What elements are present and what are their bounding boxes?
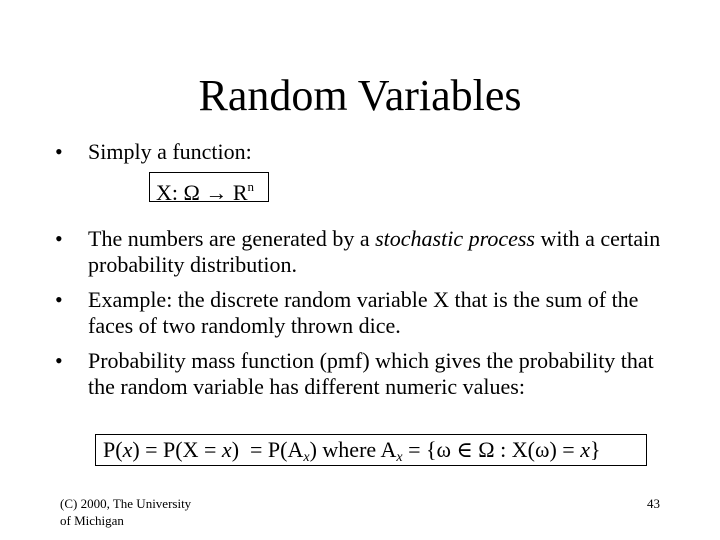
bullet-dot: • (55, 139, 63, 164)
bullet-text-part: The numbers are generated by a (88, 226, 376, 251)
function-superscript: n (247, 179, 255, 194)
bullet-pmf (55, 348, 675, 400)
function-definition-box (149, 172, 269, 205)
bullet-dot: • (55, 226, 63, 251)
slide-title: Random Variables (198, 71, 522, 120)
bullet-stochastic (55, 226, 675, 278)
bullet-function (55, 139, 675, 165)
pmf-var: x (580, 437, 590, 462)
bullet-text-part: with a certain probability distribution. (88, 226, 661, 277)
bullet-text: Probability mass function (pmf) which gives the probability that the random variable has different numeric values: (88, 348, 654, 399)
footer-copyright (60, 495, 260, 529)
pmf-var: x (122, 437, 133, 462)
footer-line: (C) 2000, The University (60, 496, 192, 511)
function-mapping: X: Ω → R (156, 180, 248, 205)
footer-line: of Michigan (60, 513, 124, 528)
bullet-example (55, 287, 675, 339)
pmf-var: x (221, 437, 232, 462)
bullet-text: Example: the discrete random variable X that is the sum of the faces of two randomly thrown dice. (88, 287, 639, 338)
bullet-text: Simply a function: (88, 139, 252, 164)
bullet-text-emphasis: stochastic process (375, 226, 535, 251)
pmf-part: } (589, 437, 601, 462)
bullet-dot: • (55, 287, 63, 312)
pmf-part: P( (103, 437, 123, 462)
pmf-var: x (396, 450, 403, 465)
pmf-var: x (303, 450, 310, 465)
pmf-part: ) = P(X = (132, 437, 222, 462)
pmf-part: ) where A (309, 437, 397, 462)
pmf-definition-box (95, 434, 647, 466)
bullet-text (88, 226, 675, 278)
bullet-dot: • (55, 348, 63, 373)
page-number: 43 (647, 496, 660, 511)
pmf-part: ) = P(A (231, 437, 304, 462)
pmf-part: = {ω ∈ Ω : X(ω) = (402, 437, 581, 462)
